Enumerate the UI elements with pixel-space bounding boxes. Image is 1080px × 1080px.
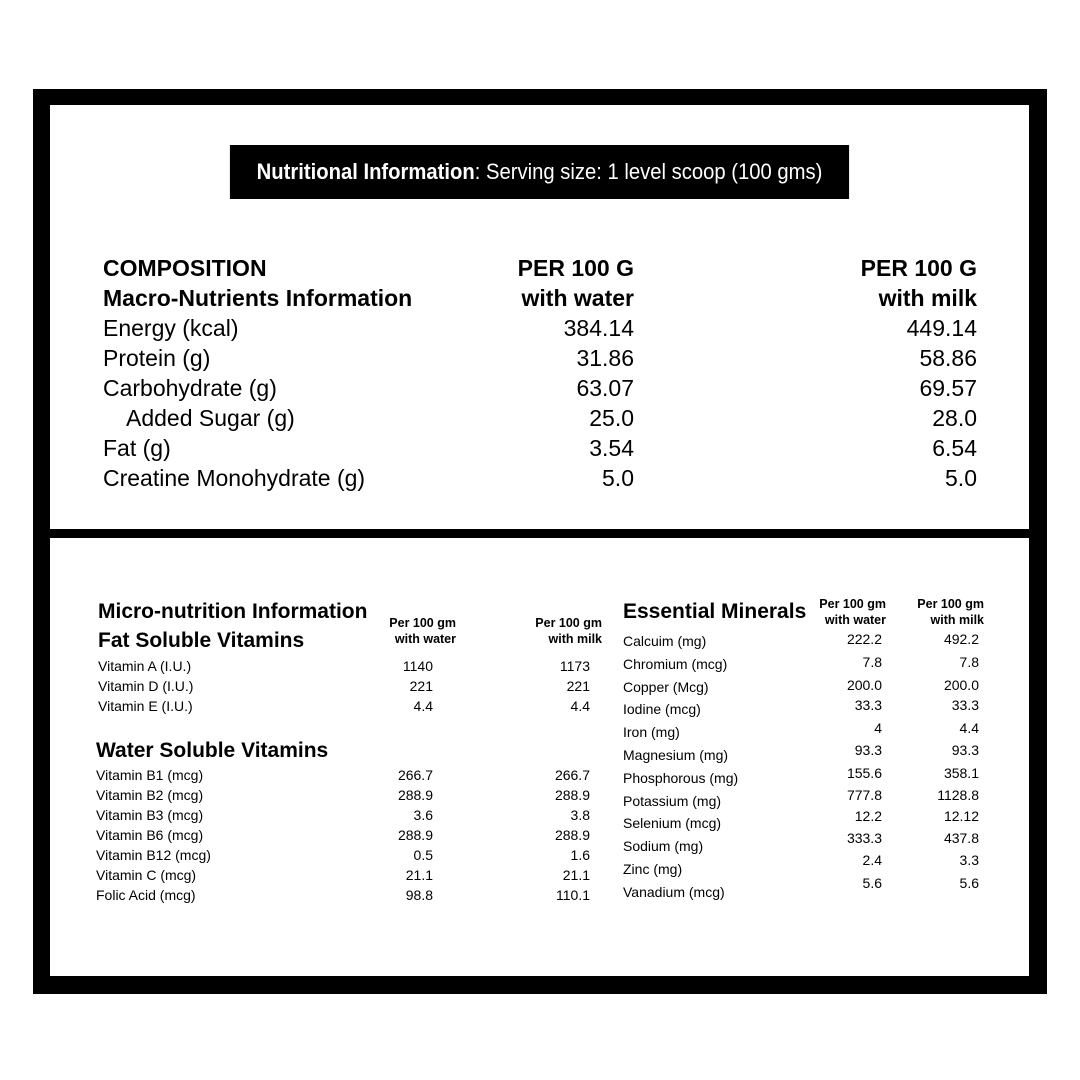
nutrient-label: Vitamin C (mcg) [96,867,197,883]
value-milk: 1173 [559,658,590,674]
macro-row-label: Protein (g) [103,345,211,371]
value-water: 333.3 [846,830,882,847]
value-water: 0.5 [413,847,433,863]
value-water: 33.3 [854,697,882,714]
fat-vitamins-title: Fat Soluble Vitamins [98,629,305,652]
table-row [623,786,979,813]
minerals-col1-header-line2: with water [824,613,886,627]
value-water: 98.8 [405,887,433,903]
micro-col1-header [389,615,456,647]
mineral-label: Zinc (mg) [623,860,683,877]
nutrition-banner [230,145,849,199]
table-row [623,653,979,676]
macro-header-col1: PER 100 G [517,255,634,281]
micro-col2-header [535,615,602,647]
value-water: 777.8 [846,786,882,803]
value-milk: 266.7 [554,767,590,783]
value-water: 93.3 [854,741,882,758]
micro-col2-header-line1: Per 100 gm [535,616,602,630]
table-row [623,808,979,835]
table-row [96,805,592,825]
nutrient-label: Vitamin E (I.U.) [98,698,193,714]
table-row [96,885,592,905]
minerals-table [623,630,979,904]
table-row [623,698,979,721]
value-water: 7.8 [862,653,882,670]
macro-header-row [103,253,977,283]
value-milk: 4.4 [959,720,979,737]
macro-row [103,433,977,463]
banner-serving-size: : Serving size: 1 level scoop (100 gms) [474,159,823,184]
value-milk: 110.1 [556,887,590,903]
mineral-label: Calcuim (mg) [623,633,707,649]
micro-col1-header-line2: with water [394,632,456,646]
table-row [623,764,979,790]
macro-subheader-col2: with milk [878,285,977,311]
value-milk: 221 [566,678,590,694]
value-milk: 12.12 [943,808,979,825]
macro-row-milk: 449.14 [906,315,977,341]
value-milk: 93.3 [951,741,979,758]
macro-row-water: 384.14 [563,315,634,341]
macro-row [103,343,977,373]
mineral-label: Sodium (mg) [623,838,704,855]
macro-row-milk: 58.86 [919,345,977,371]
nutrient-label: Vitamin D (I.U.) [98,678,194,694]
value-milk: 5.6 [959,874,979,891]
minerals-col1-header [819,596,886,628]
mineral-label: Iron (mg) [623,724,680,741]
value-milk: 288.9 [554,827,590,843]
minerals-col2-header-line1: Per 100 gm [917,597,984,611]
value-water: 266.7 [397,767,433,783]
value-water: 200.0 [846,676,882,693]
nutrient-label: Vitamin B12 (mcg) [96,847,211,863]
macro-header-label: COMPOSITION [103,255,267,281]
table-row [96,825,592,845]
macro-row-label: Added Sugar (g) [126,405,295,431]
table-row [623,721,979,744]
macro-row [103,373,977,403]
macro-row-water: 3.54 [589,435,634,461]
micro-title: Micro-nutrition Information [98,600,368,623]
value-water: 222.2 [846,631,882,647]
value-milk: 288.9 [554,787,590,803]
minerals-col2-header [917,596,984,628]
mineral-label: Potassium (mg) [623,792,722,809]
value-water: 288.9 [397,827,433,843]
macro-row-milk: 5.0 [945,465,977,491]
minerals-col2-header-line2: with milk [930,613,984,627]
mineral-label: Copper (Mcg) [623,678,709,695]
value-milk: 437.8 [943,830,979,847]
value-milk: 3.3 [959,851,979,868]
banner-title: Nutritional Information [256,159,475,184]
macro-row-water: 31.86 [576,345,634,371]
nutrient-label: Vitamin A (I.U.) [98,658,192,674]
macro-row-label: Carbohydrate (g) [103,375,277,401]
mineral-label: Iodine (mcg) [623,701,701,718]
value-milk: 358.1 [943,764,979,781]
macro-header-col2: PER 100 G [860,255,977,281]
value-milk: 4.4 [570,698,590,714]
table-row [96,845,592,865]
nutrient-label: Vitamin B1 (mcg) [96,767,204,783]
table-row [98,656,592,676]
macro-row-water: 63.07 [576,375,634,401]
mineral-label: Magnesium (mg) [623,746,729,763]
mineral-label: Phosphorous (mg) [623,769,739,786]
table-row [96,765,592,785]
value-water: 2.4 [862,851,882,868]
macro-subheader-col1: with water [521,285,634,311]
value-water: 4.4 [413,698,433,714]
table-row [96,785,592,805]
value-milk: 21.1 [562,867,590,883]
value-water: 155.6 [846,764,882,781]
value-water: 21.1 [405,867,433,883]
value-water: 221 [409,678,433,694]
macro-row-water: 5.0 [602,465,634,491]
macro-row [103,463,977,493]
value-milk: 3.8 [570,807,590,823]
macro-subheader-label: Macro-Nutrients Information [103,285,413,311]
mineral-label: Selenium (mcg) [623,815,722,832]
macro-subheader-row [103,283,977,313]
table-row [98,696,592,716]
nutrient-label: Vitamin B6 (mcg) [96,827,204,843]
minerals-col1-header-line1: Per 100 gm [819,597,886,611]
table-row [623,874,979,904]
value-water: 12.2 [854,808,882,825]
micro-col2-header-line2: with milk [548,632,602,646]
nutrient-label: Folic Acid (mcg) [96,887,196,903]
macro-row [103,403,977,433]
table-row [98,676,592,696]
water-vitamins-title: Water Soluble Vitamins [96,739,329,762]
macro-row-label: Fat (g) [103,435,171,461]
value-water: 1140 [402,658,433,674]
value-milk: 492.2 [943,631,979,647]
value-milk: 200.0 [943,676,979,693]
macro-row-milk: 69.57 [919,375,977,401]
value-milk: 1128.8 [937,786,979,803]
nutrient-label: Vitamin B3 (mcg) [96,807,204,823]
macro-row [103,313,977,343]
table-row [623,630,979,653]
water-vitamins-table [96,765,592,905]
value-milk: 7.8 [959,653,979,670]
fat-vitamins-table [98,656,592,716]
macro-table [103,253,977,493]
table-row [623,741,979,767]
nutrient-label: Vitamin B2 (mcg) [96,787,204,803]
table-row [623,830,979,858]
table-row [623,851,979,881]
minerals-title: Essential Minerals [623,600,807,623]
macro-row-label: Creatine Monohydrate (g) [103,465,366,491]
value-water: 5.6 [862,874,882,891]
macro-row-label: Energy (kcal) [103,315,239,341]
value-milk: 33.3 [951,697,979,714]
value-water: 4 [874,720,882,737]
macro-row-milk: 6.54 [932,435,977,461]
macro-row-water: 25.0 [589,405,634,431]
table-row [623,676,979,699]
macro-row-milk: 28.0 [932,405,977,431]
value-water: 288.9 [397,787,433,803]
mineral-label: Chromium (mcg) [623,655,728,672]
value-water: 3.6 [413,807,433,823]
mineral-label: Vanadium (mcg) [623,883,725,900]
micro-col1-header-line1: Per 100 gm [389,616,456,630]
value-milk: 1.6 [570,847,590,863]
table-row [96,865,592,885]
